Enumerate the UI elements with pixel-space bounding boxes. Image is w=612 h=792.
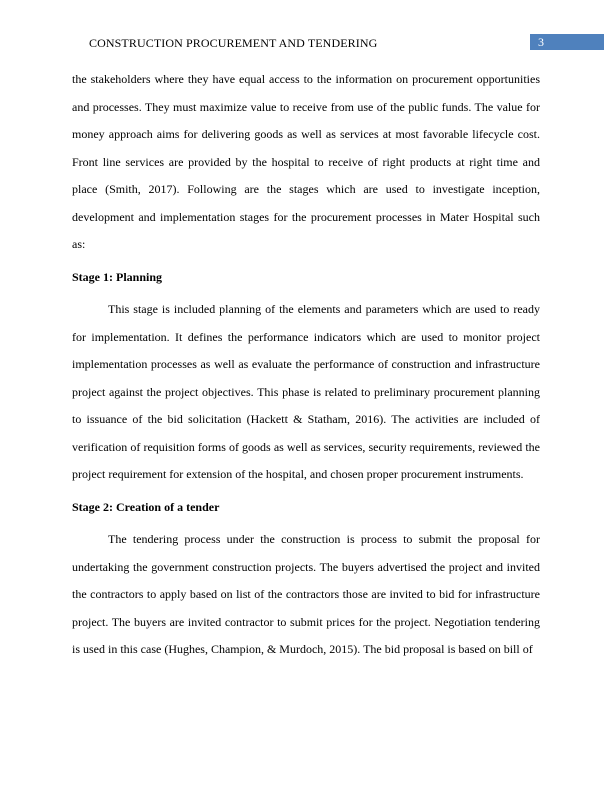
intro-paragraph: the stakeholders where they have equal access to the information on procurement opportunities and processes. They must maximize value to receive from use of the public funds. The value for money approach aims for delivering goods as well as services at most favorable lifecycle cost. Front line services are provided by the hospital to receive of right products at right time and place (Smith, 2017). Following are the stages which are used to investigate inception, development and implementation stages for the procurement processes in Mater Hospital such as: [72, 72, 540, 251]
page-number-box [530, 34, 604, 50]
page-number: 3 [538, 35, 544, 49]
stage1-heading: Stage 1: Planning [72, 269, 163, 284]
running-head: CONSTRUCTION PROCUREMENT AND TENDERING [89, 36, 378, 50]
stage2-paragraph: The tendering process under the construction is process to submit the proposal for undertaking the government construction projects. The buyers advertised the project and invited the contractors to apply based on list of the contractors those are invited to bid for infrastructure project. The buyers are invited contractor to submit prices for the project. Negotiation tendering is used in this case (Hughes, Champion, & Murdoch, 2015). The bid proposal is based on bill of [72, 532, 540, 656]
stage1-paragraph: This stage is included planning of the elements and parameters which are used to ready for implementation. It defines the performance indicators which are used to monitor project implementation processes as well as evaluate the performance of construction and infrastructure project against the project objectives. This phase is related to preliminary procurement planning to issuance of the bid solicitation (Hackett & Statham, 2016). The activities are included of verification of requisition forms of goods as well as services, security requirements, reviewed the project requirement for extension of the hospital, and chosen proper procurement instruments. [72, 302, 540, 481]
document-body [72, 66, 540, 664]
stage2-heading: Stage 2: Creation of a tender [72, 499, 220, 514]
